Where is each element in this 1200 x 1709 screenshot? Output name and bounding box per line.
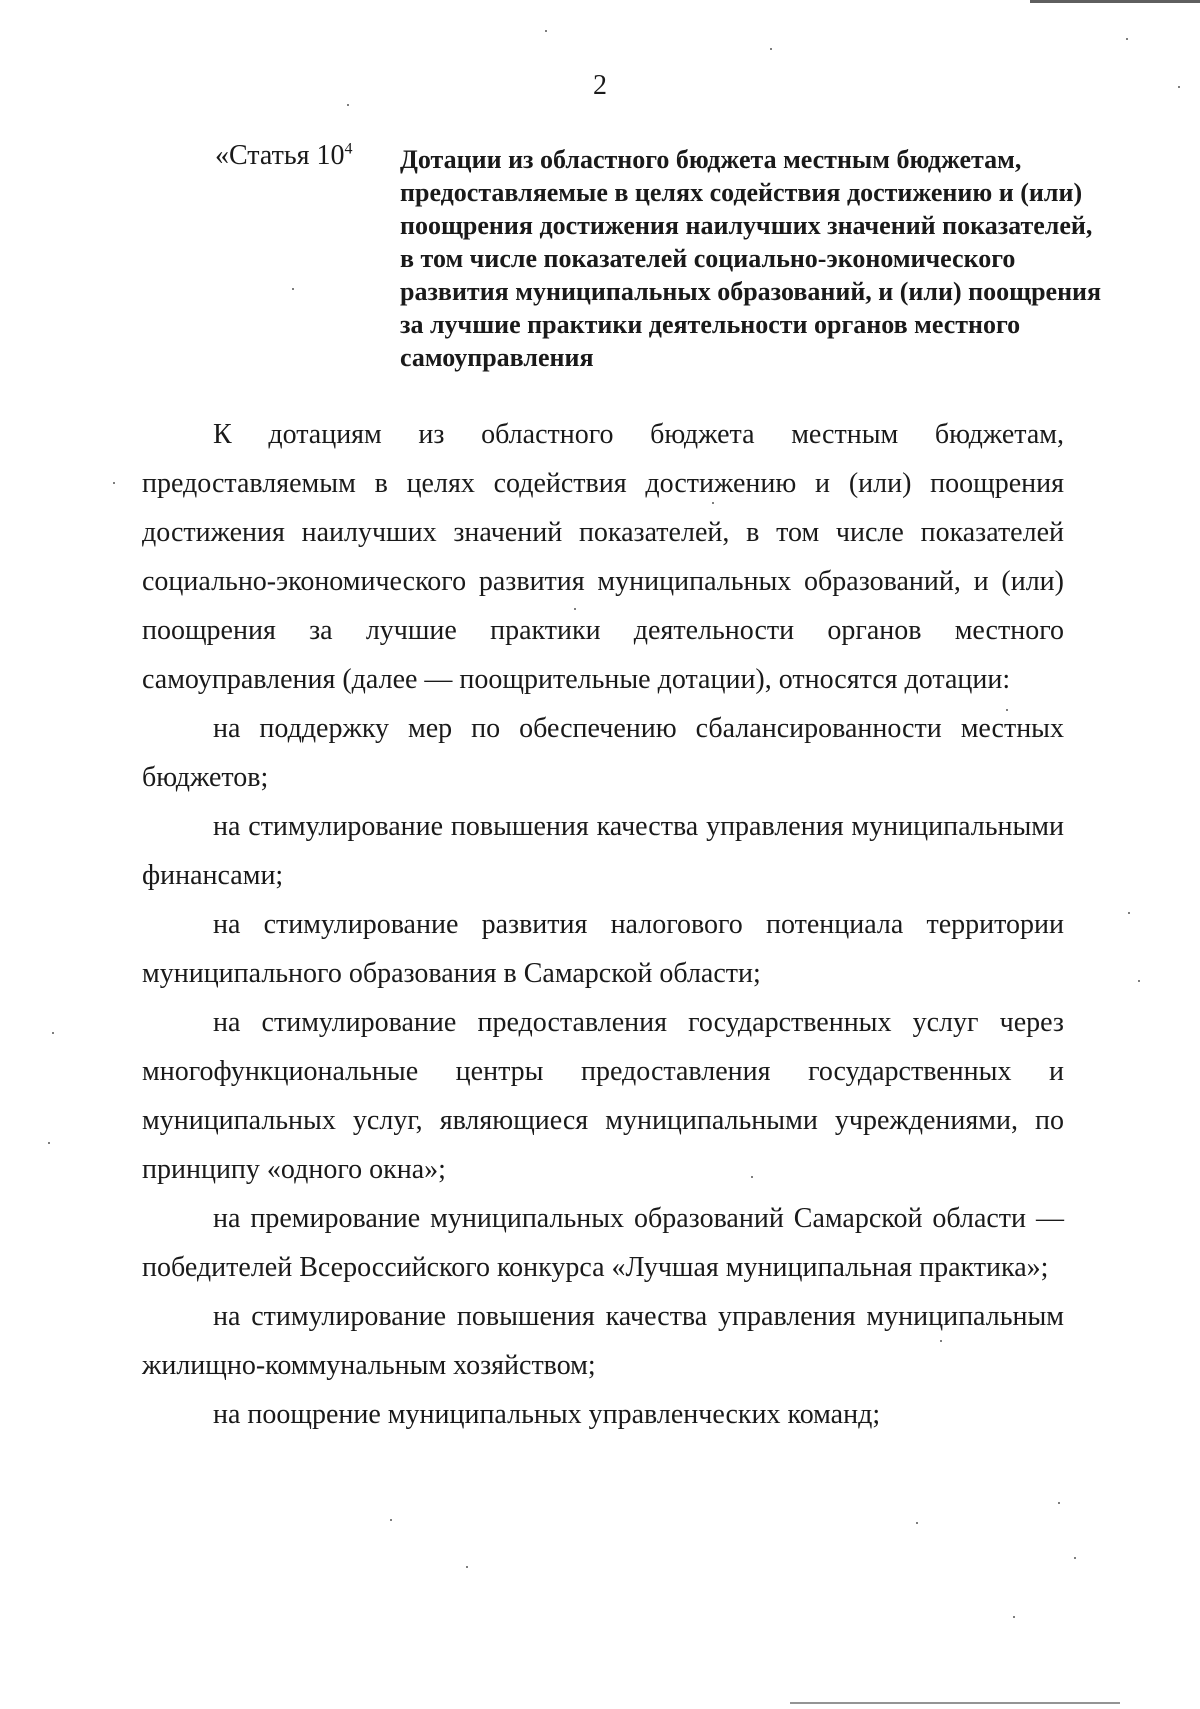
scan-speck: [712, 502, 714, 504]
scan-speck: [574, 608, 576, 610]
scan-speck: [1126, 38, 1128, 40]
paragraph-item: на стимулирование повышения качества управления муниципальным жилищно-коммунальным хозяйством;: [142, 1301, 1064, 1381]
page-number: 2: [593, 70, 607, 101]
paragraph-item: на поддержку мер по обеспечению сбалансированности местных бюджетов;: [142, 713, 1064, 793]
scan-speck: [390, 1519, 392, 1521]
article-label: «Статья 10: [215, 140, 345, 171]
scan-speck: [751, 1176, 753, 1178]
scan-speck: [52, 1032, 54, 1034]
paragraph-item: на поощрение муниципальных управленческих команд;: [213, 1399, 881, 1430]
scan-speck: [1058, 1502, 1060, 1504]
scan-speck: [1074, 1557, 1076, 1559]
paragraph-item: на премирование муниципальных образований Самарской области — победителей Всероссийского конкурса «Лучшая муниципальная практика»;: [142, 1203, 1064, 1283]
scan-speck: [1006, 709, 1008, 711]
scan-speck: [916, 1522, 918, 1524]
scan-edge-top: [1030, 0, 1200, 3]
scan-speck: [940, 1340, 942, 1342]
scan-speck: [545, 30, 547, 32]
scan-speck: [466, 1566, 468, 1568]
scan-speck: [770, 48, 772, 50]
scan-speck: [347, 104, 349, 106]
article-number: [215, 140, 352, 172]
paragraph-item: на стимулирование повышения качества управления муниципальными финансами;: [142, 811, 1064, 891]
scan-speck: [1128, 912, 1130, 914]
scan-speck: [1178, 86, 1180, 88]
article-title: Дотации из областного бюджета местным бюджетам, предоставляемые в целях содействия достижению и (или) поощрения достижения наилучших значений показателей, в том числе показателей социально-экономического развития муниципальных образований, и (или) поощрения за лучшие практики деятельности органов местного самоуправления: [400, 145, 1102, 372]
scan-edge-bottom: [790, 1702, 1120, 1704]
article-body: [142, 410, 1064, 1439]
paragraph-item: на стимулирование предоставления государственных услуг через многофункциональные центры предоставления государственных и муниципальных услуг, являющиеся муниципальными учреждениями, по принципу «одного окна»;: [142, 1007, 1064, 1185]
scan-speck: [48, 1142, 50, 1144]
scan-speck: [1013, 1616, 1015, 1618]
scan-speck: [113, 482, 115, 484]
scan-speck: [1138, 980, 1140, 982]
article-label-superscript: 4: [344, 140, 353, 158]
paragraph-item: на стимулирование развития налогового потенциала территории муниципального образования в Самарской области;: [142, 909, 1064, 989]
paragraph-intro: К дотациям из областного бюджета местным бюджетам, предоставляемым в целях содействия достижению и (или) поощрения достижения наилучших значений показателей, в том числе показателей социально-экономического развития муниципальных образований, и (или) поощрения за лучшие практики деятельности органов местного самоуправления (далее — поощрительные дотации), относятся дотации:: [142, 419, 1064, 695]
scan-speck: [292, 288, 294, 290]
